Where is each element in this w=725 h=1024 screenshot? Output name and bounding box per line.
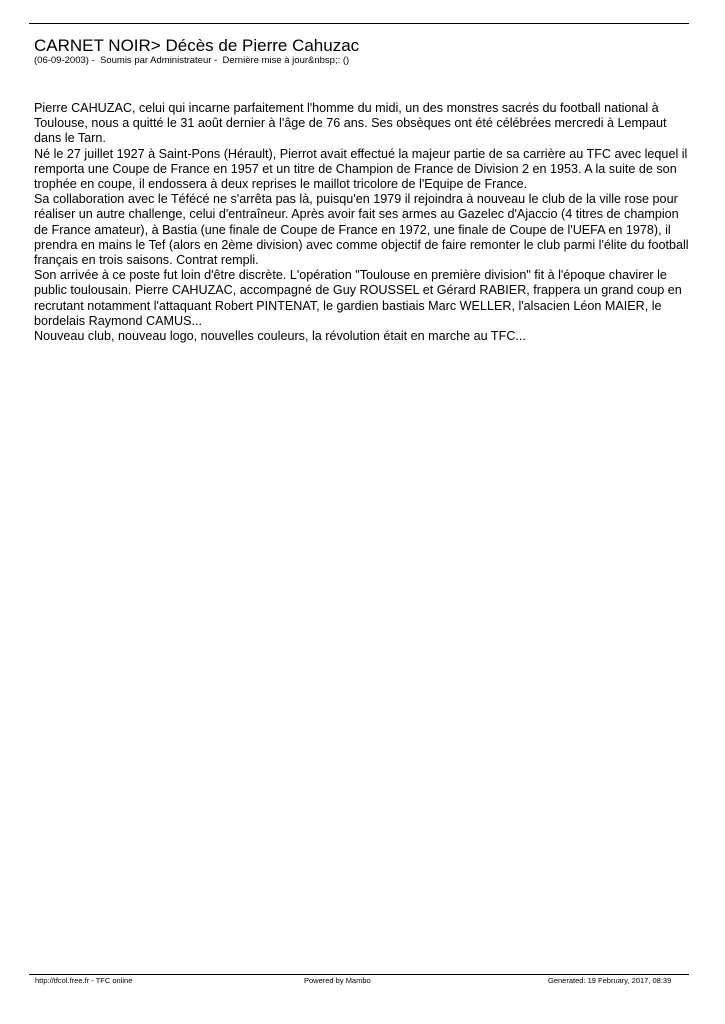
footer-generated-date: Generated: 19 February, 2017, 08:39 (548, 976, 672, 985)
article-body (34, 101, 694, 344)
bottom-divider (29, 974, 689, 975)
article-title: CARNET NOIR> Décès de Pierre Cahuzac (34, 36, 360, 55)
footer-powered-by: Powered by Mambo (304, 976, 371, 985)
article-paragraph: Sa collaboration avec le Téfécé ne s'arrêta pas là, puisqu'en 1979 il rejoindra à nouveau le club de la ville rose pour réaliser un autre challenge, celui d'entraîneur. Après avoir fait ses armes au Gazelec d'Ajaccio (4 titres de champion de France amateur), à Bastia (une finale de Coupe de France en 1972, une finale de Coupe de l'UEFA en 1978), il prendra en mains le Tef (alors en 2ème division) avec comme objectif de faire remonter le club parmi l'élite du football français en trois saisons. Contrat rempli. (34, 192, 689, 268)
article-paragraph: Nouveau club, nouveau logo, nouvelles couleurs, la révolution était en marche au TFC... (34, 329, 526, 344)
article-meta: (06-09-2003) - Soumis par Administrateur - Dernière mise à jour&nbsp;: () (34, 55, 350, 66)
article-paragraph: Pierre CAHUZAC, celui qui incarne parfaitement l'homme du midi, un des monstres sacrés du football national à Toulouse, nous a quitté le 31 août dernier à l'âge de 76 ans. Ses obsèques ont été célébrées mercredi à Lempaut dans le Tarn. (34, 101, 667, 146)
top-divider (29, 23, 689, 24)
article-paragraph: Son arrivée à ce poste fut loin d'être discrète. L'opération "Toulouse en première division" fit à l'époque chavirer le public toulousain. Pierre CAHUZAC, accompagné de Guy ROUSSEL et Gérard RABIER, frappera un grand coup en recrutant notamment l'attaquant Robert PINTENAT, le gardien bastiais Marc WELLER, l'alsacien Léon MAIER, le bordelais Raymond CAMUS... (34, 268, 682, 328)
footer-site-url: http://tfcol.free.fr - TFC online (35, 976, 133, 985)
article-paragraph: Né le 27 juillet 1927 à Saint-Pons (Hérault), Pierrot avait effectué la majeur partie de sa carrière au TFC avec lequel il remporta une Coupe de France en 1957 et un titre de Champion de France de Division 2 en 1953. A la suite de son trophée en coupe, il endossera à deux reprises le maillot tricolore de l'Equipe de France. (34, 146, 688, 192)
